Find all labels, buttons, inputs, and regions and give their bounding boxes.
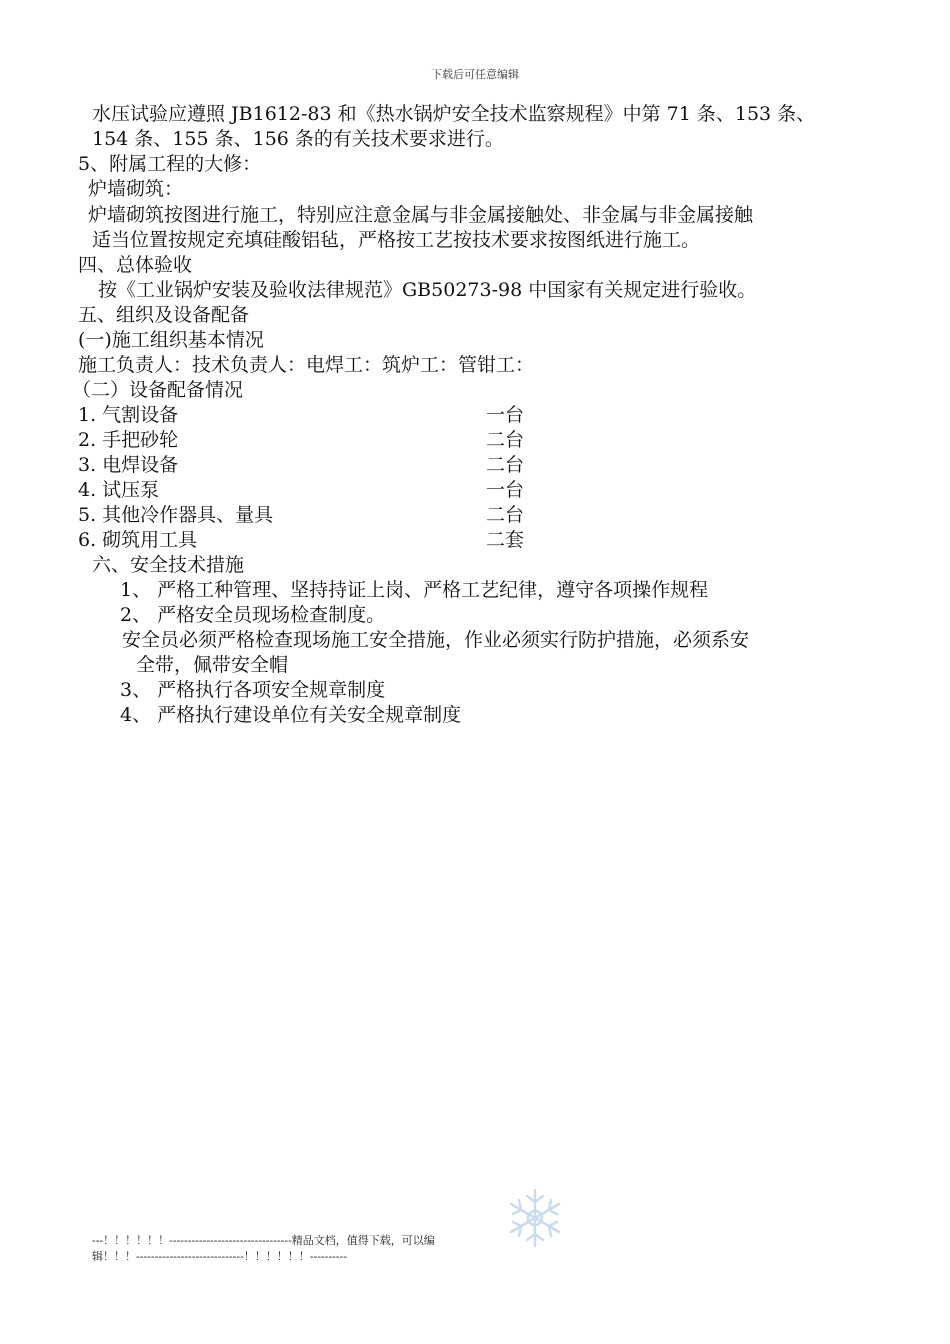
section-heading: 五、组织及设备配备 [78,304,250,326]
paragraph-line: 全带，佩带安全帽 [136,654,289,676]
safety-item: 3、 严格执行各项安全规章制度 [120,679,386,701]
equipment-name: 3. 电焊设备 [78,454,179,476]
equipment-name: 6. 砌筑用工具 [78,529,198,551]
snowflake-watermark-icon [503,1186,567,1250]
equipment-quantity: 一台 [486,479,525,501]
section-heading: 5、附属工程的大修： [78,153,262,175]
subsection-heading: (一)施工组织基本情况 [78,329,264,351]
paragraph-line: 安全员必须严格检查现场施工安全措施，作业必须实行防护措施，必须系安 [122,629,750,651]
equipment-name: 4. 试压泵 [78,479,160,501]
paragraph-line: 适当位置按规定充填硅酸铝毡，严格按工艺按技术要求按图纸进行施工。 [92,229,701,251]
equipment-quantity: 二台 [486,454,525,476]
safety-item: 4、 严格执行建设单位有关安全规章制度 [120,704,462,726]
page-header: 下载后可任意编辑 [431,68,519,81]
section-heading: 六、安全技术措施 [92,554,245,576]
equipment-quantity: 二套 [486,529,525,551]
paragraph-line: 154 条、155 条、156 条的有关技术要求进行。 [92,128,504,150]
section-heading: 四、总体验收 [78,254,193,276]
equipment-quantity: 二台 [486,504,525,526]
subsection-heading: 炉墙砌筑： [88,178,184,200]
footer-line: 辑！！！-----------------------------！！！！！！---------- [92,1250,347,1263]
paragraph-line: 炉墙砌筑按图进行施工，特别应注意金属与非金属接触处、非金属与非金属接触 [88,204,754,226]
safety-item: 2、 严格安全员现场检查制度。 [120,604,386,626]
subsection-heading: （二）设备配备情况 [72,379,244,401]
equipment-name: 5. 其他冷作器具、量具 [78,504,274,526]
paragraph-line: 按《工业锅炉安装及验收法律规范》GB50273-98 中国家有关规定进行验收。 [98,279,757,301]
safety-item: 1、 严格工种管理、坚持持证上岗、严格工艺纪律，遵守各项操作规程 [120,579,709,601]
equipment-name: 1. 气割设备 [78,404,179,426]
paragraph-line: 水压试验应遵照 JB1612-83 和《热水锅炉安全技术监察规程》中第 71 条、153 条、 [92,103,816,125]
paragraph-line: 施工负责人：技术负责人：电焊工：筑炉工：管钳工： [78,354,535,376]
equipment-name: 2. 手把砂轮 [78,429,179,451]
equipment-quantity: 二台 [486,429,525,451]
equipment-quantity: 一台 [486,404,525,426]
footer-line: ---！！！！！！---------------------------------精品文档，值得下载，可以编 [92,1234,435,1247]
